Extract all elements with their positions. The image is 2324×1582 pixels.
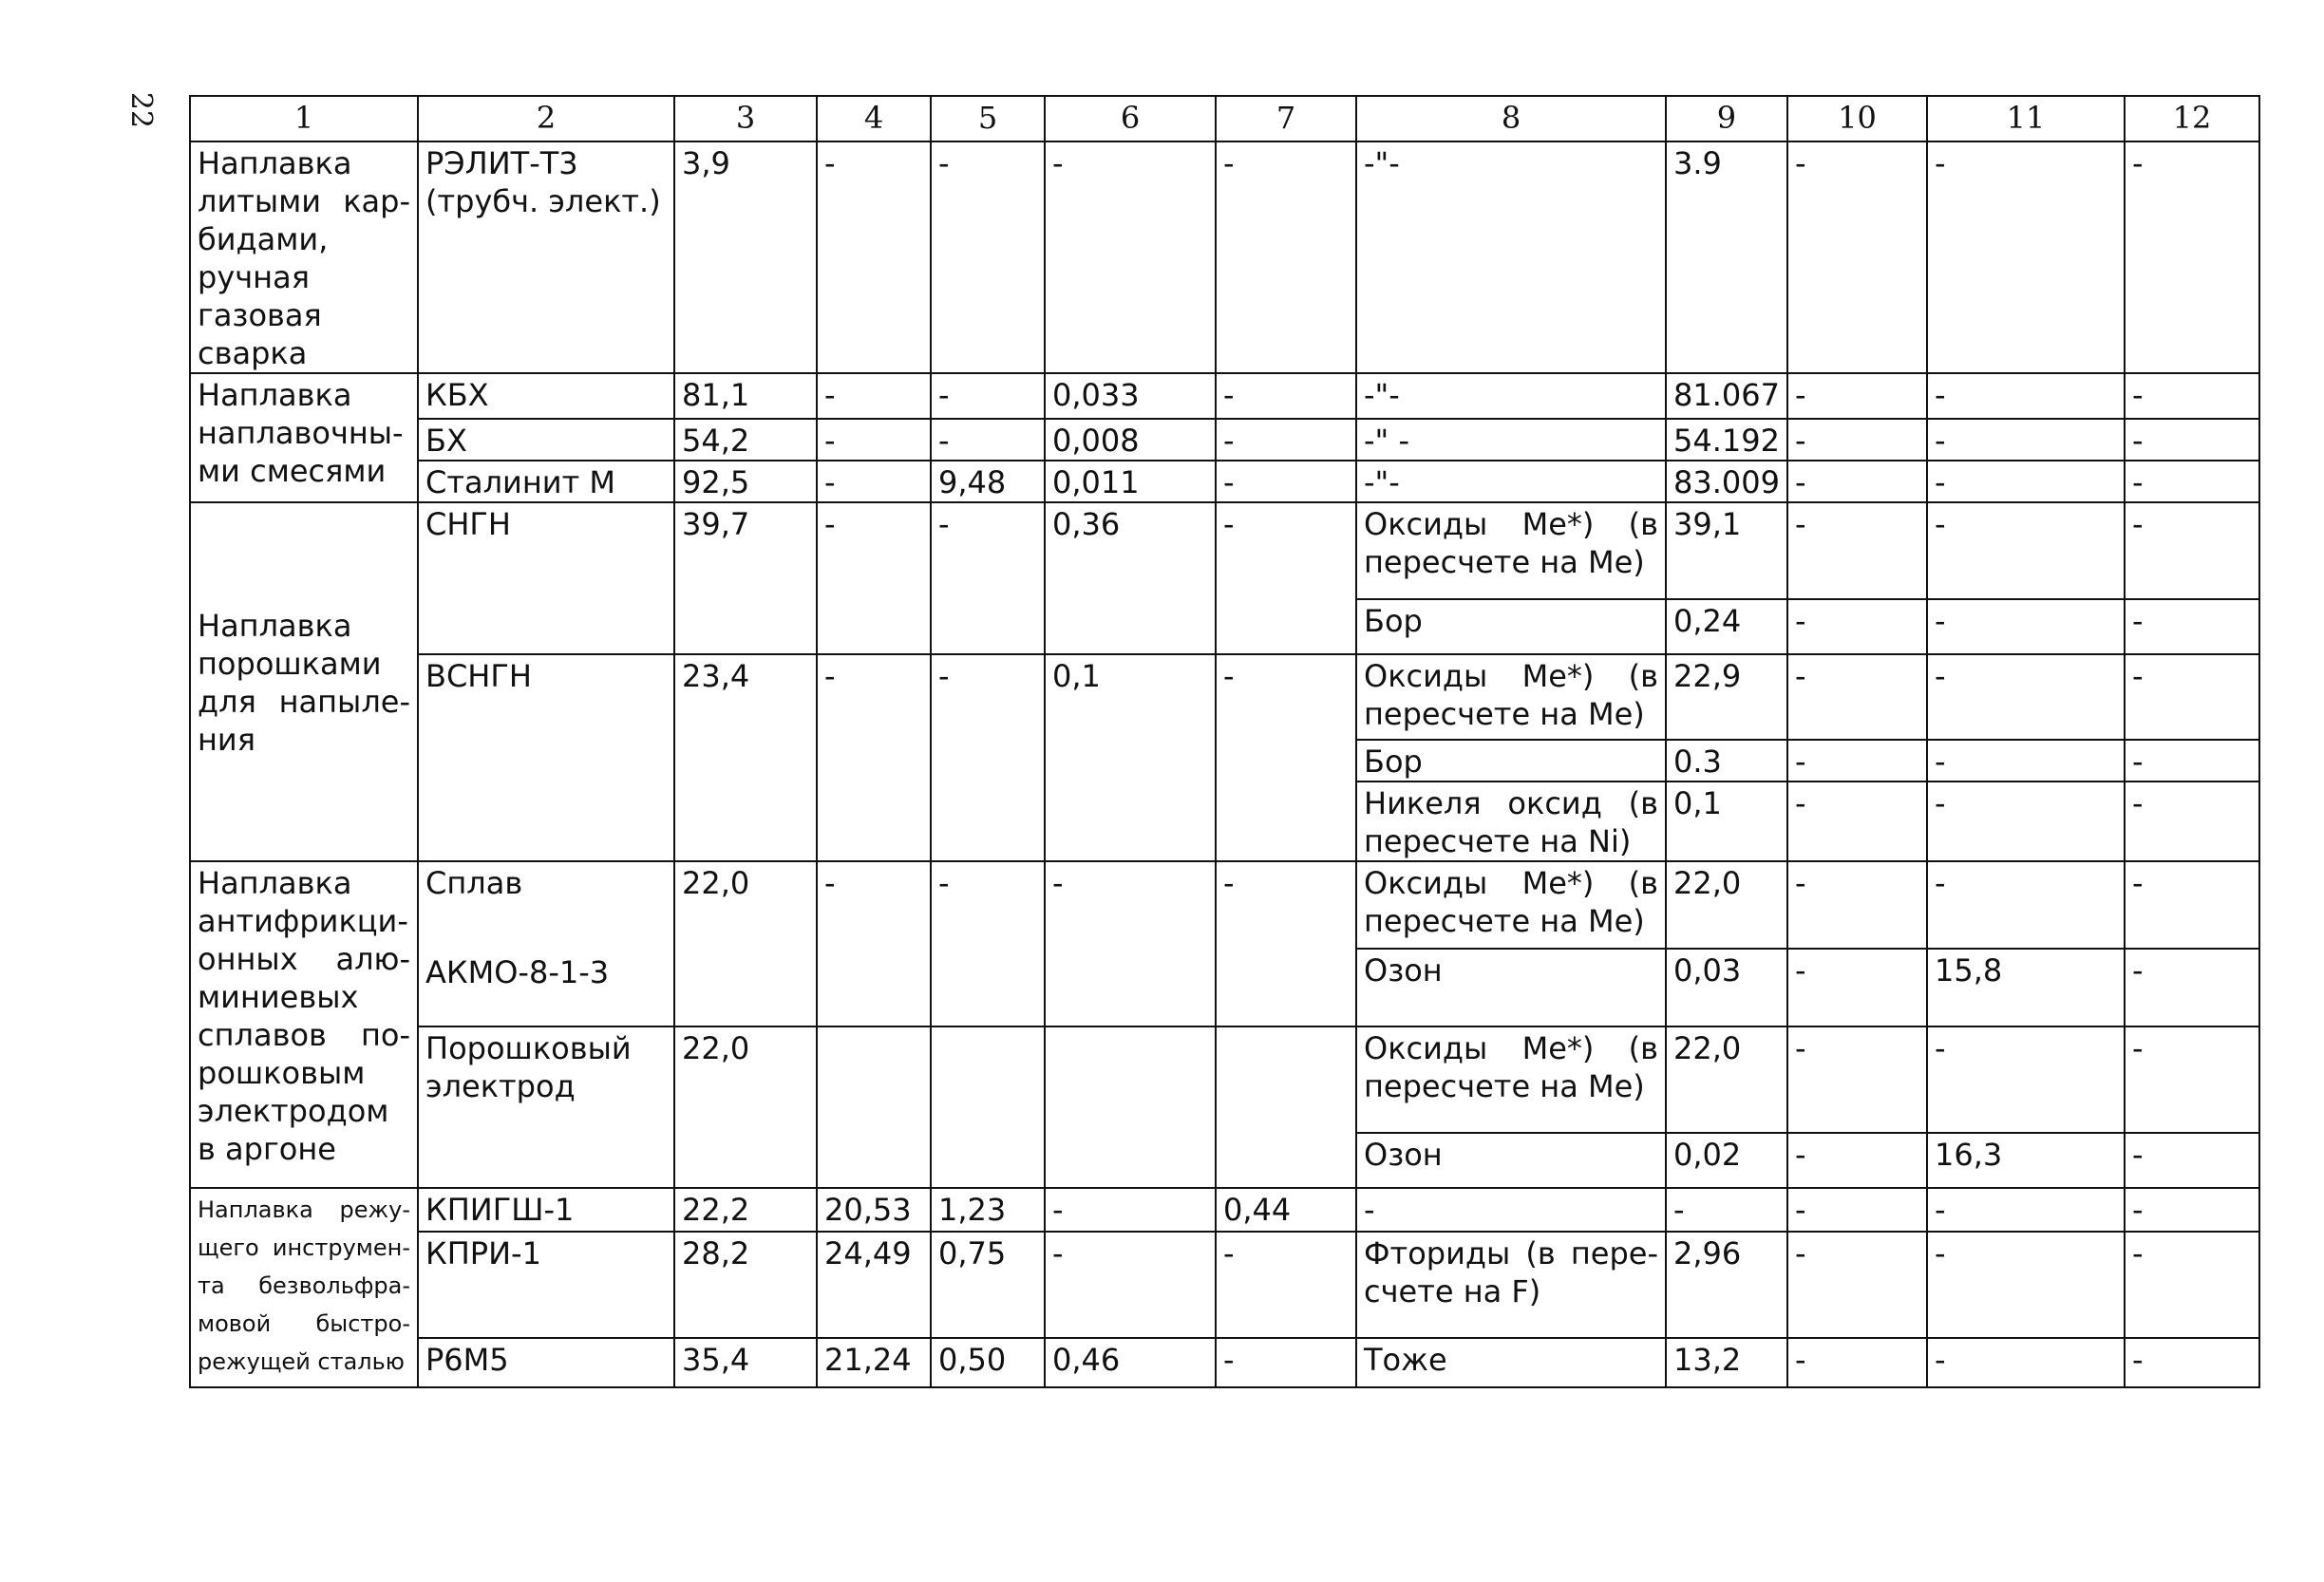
value-cell: 24,49 — [817, 1232, 931, 1338]
substance-cell: Никеля оксид (в пересчете на Ni) — [1356, 782, 1666, 861]
col-header: 11 — [1927, 96, 2125, 141]
value-cell: 0,011 — [1045, 461, 1216, 502]
value-cell: - — [1787, 502, 1927, 599]
material-name: Сплав — [425, 865, 523, 901]
value-cell: - — [1787, 141, 1927, 373]
value-cell: - — [1216, 1338, 1356, 1387]
substance-cell: -"- — [1356, 373, 1666, 419]
value-cell: - — [1787, 1188, 1927, 1232]
value-cell: - — [1787, 740, 1927, 782]
value-cell: - — [1216, 373, 1356, 419]
value-cell: - — [2125, 141, 2259, 373]
page-number: 22 — [124, 91, 158, 129]
value-cell: - — [1927, 461, 2125, 502]
value-cell: 54.192 — [1666, 419, 1787, 461]
value-cell: - — [1787, 1026, 1927, 1133]
table-row — [190, 419, 2259, 461]
value-cell: - — [1045, 1188, 1216, 1232]
col-header: 1 — [190, 96, 418, 141]
process-cell: Наплавка антифрикци-онных алю-миниевых сплавов по-рошковым электродом в аргоне — [190, 861, 418, 1188]
value-cell: - — [2125, 1232, 2259, 1338]
value-cell: 3,9 — [674, 141, 817, 373]
value-cell: - — [817, 419, 931, 461]
value-cell: 0,033 — [1045, 373, 1216, 419]
value-cell: - — [2125, 1026, 2259, 1133]
value-cell: - — [2125, 861, 2259, 949]
value-cell: - — [817, 373, 931, 419]
substance-cell: -" - — [1356, 419, 1666, 461]
col-header: 7 — [1216, 96, 1356, 141]
emissions-table — [189, 95, 2260, 1388]
value-cell: 22,0 — [1666, 861, 1787, 949]
value-cell: 0,50 — [931, 1338, 1045, 1387]
table-row — [190, 373, 2259, 419]
value-cell: - — [1927, 373, 2125, 419]
value-cell: - — [1216, 419, 1356, 461]
value-cell: - — [931, 373, 1045, 419]
value-cell: 22,2 — [674, 1188, 817, 1232]
material-cell: Порошковый электрод — [418, 1026, 674, 1188]
value-cell: - — [1927, 782, 2125, 861]
table-row — [190, 1188, 2259, 1232]
value-cell: 0,03 — [1666, 949, 1787, 1026]
value-cell: - — [2125, 1133, 2259, 1188]
value-cell: - — [817, 502, 931, 654]
value-cell: - — [1045, 861, 1216, 1026]
value-cell — [817, 1026, 931, 1188]
table-row — [190, 654, 2259, 740]
value-cell: - — [2125, 782, 2259, 861]
value-cell: 23,4 — [674, 654, 817, 861]
table-row — [190, 1338, 2259, 1387]
value-cell: 0,44 — [1216, 1188, 1356, 1232]
value-cell: 16,3 — [1927, 1133, 2125, 1188]
col-header: 9 — [1666, 96, 1787, 141]
substance-cell: Оксиды Ме*) (в пересчете на Ме) — [1356, 502, 1666, 599]
substance-cell: Фториды (в пере-счете на F) — [1356, 1232, 1666, 1338]
material-cell: Р6М5 — [418, 1338, 674, 1387]
col-header: 10 — [1787, 96, 1927, 141]
value-cell: 15,8 — [1927, 949, 2125, 1026]
value-cell: 22,0 — [1666, 1026, 1787, 1133]
value-cell: - — [1787, 419, 1927, 461]
material-cell — [418, 861, 674, 1026]
value-cell: - — [1216, 654, 1356, 861]
value-cell: - — [1216, 141, 1356, 373]
value-cell: 0,46 — [1045, 1338, 1216, 1387]
material-cell: КБХ — [418, 373, 674, 419]
value-cell: - — [1927, 599, 2125, 654]
value-cell: 22,9 — [1666, 654, 1787, 740]
table-row — [190, 461, 2259, 502]
value-cell: 83.009 — [1666, 461, 1787, 502]
value-cell: - — [931, 502, 1045, 654]
material-cell: ВСНГН — [418, 654, 674, 861]
value-cell: - — [1787, 1133, 1927, 1188]
value-cell: 0,1 — [1666, 782, 1787, 861]
value-cell: 81,1 — [674, 373, 817, 419]
process-cell: Наплавка наплавочны-ми смесями — [190, 373, 418, 502]
value-cell: 28,2 — [674, 1232, 817, 1338]
value-cell: - — [2125, 599, 2259, 654]
value-cell: 0,02 — [1666, 1133, 1787, 1188]
value-cell: - — [2125, 461, 2259, 502]
substance-cell: Озон — [1356, 949, 1666, 1026]
value-cell: - — [817, 654, 931, 861]
value-cell: - — [1927, 141, 2125, 373]
value-cell: - — [1216, 1232, 1356, 1338]
table-row — [190, 141, 2259, 373]
value-cell: - — [2125, 654, 2259, 740]
value-cell: 13,2 — [1666, 1338, 1787, 1387]
value-cell: 39,1 — [1666, 502, 1787, 599]
value-cell — [931, 1026, 1045, 1188]
value-cell: 0,1 — [1045, 654, 1216, 861]
value-cell: - — [1045, 141, 1216, 373]
value-cell: - — [1787, 1338, 1927, 1387]
value-cell: - — [1927, 502, 2125, 599]
substance-cell: -"- — [1356, 141, 1666, 373]
value-cell: - — [817, 861, 931, 1026]
value-cell: 0.3 — [1666, 740, 1787, 782]
substance-cell: - — [1356, 1188, 1666, 1232]
value-cell: - — [1927, 419, 2125, 461]
substance-cell: Бор — [1356, 599, 1666, 654]
value-cell: - — [1216, 502, 1356, 654]
process-cell: Наплавка литыми кар-бидами, ручная газовая сварка — [190, 141, 418, 373]
value-cell: - — [931, 654, 1045, 861]
value-cell: - — [1216, 861, 1356, 1026]
material-cell: СНГН — [418, 502, 674, 654]
value-cell: - — [2125, 1188, 2259, 1232]
value-cell: 39,7 — [674, 502, 817, 654]
material-cell: КПИГШ-1 — [418, 1188, 674, 1232]
value-cell: 9,48 — [931, 461, 1045, 502]
value-cell: 0,75 — [931, 1232, 1045, 1338]
value-cell: - — [817, 461, 931, 502]
value-cell: - — [1787, 861, 1927, 949]
value-cell: 1,23 — [931, 1188, 1045, 1232]
material-cell: БХ — [418, 419, 674, 461]
value-cell: - — [1787, 461, 1927, 502]
header-row — [190, 96, 2259, 141]
value-cell: 3.9 — [1666, 141, 1787, 373]
substance-cell: Бор — [1356, 740, 1666, 782]
substance-cell: Озон — [1356, 1133, 1666, 1188]
value-cell: - — [1787, 949, 1927, 1026]
value-cell: - — [931, 141, 1045, 373]
col-header: 12 — [2125, 96, 2259, 141]
value-cell: - — [1216, 461, 1356, 502]
value-cell: 0,36 — [1045, 502, 1216, 654]
value-cell: 54,2 — [674, 419, 817, 461]
value-cell: - — [2125, 502, 2259, 599]
value-cell: - — [1787, 373, 1927, 419]
value-cell: - — [1787, 654, 1927, 740]
col-header: 5 — [931, 96, 1045, 141]
value-cell: - — [1787, 782, 1927, 861]
value-cell: - — [1927, 1026, 2125, 1133]
col-header: 4 — [817, 96, 931, 141]
value-cell: 2,96 — [1666, 1232, 1787, 1338]
value-cell: 0,24 — [1666, 599, 1787, 654]
substance-cell: Оксиды Ме*) (в пересчете на Ме) — [1356, 861, 1666, 949]
value-cell: - — [817, 141, 931, 373]
col-header: 2 — [418, 96, 674, 141]
col-header: 8 — [1356, 96, 1666, 141]
value-cell: - — [1927, 1188, 2125, 1232]
value-cell: - — [1045, 1232, 1216, 1338]
material-cell: РЭЛИТ-Т3 (трубч. элект.) — [418, 141, 674, 373]
value-cell: - — [2125, 740, 2259, 782]
value-cell: - — [1787, 1232, 1927, 1338]
material-grade: АКМО-8-1-3 — [425, 954, 610, 990]
value-cell — [1045, 1026, 1216, 1188]
table-row — [190, 502, 2259, 599]
value-cell: - — [1927, 740, 2125, 782]
value-cell: - — [1927, 1232, 2125, 1338]
value-cell: 22,0 — [674, 1026, 817, 1188]
table-row — [190, 1026, 2259, 1133]
value-cell: 21,24 — [817, 1338, 931, 1387]
process-cell: Наплавка режу-щего инструмен-та безвольфра-мовой быстро-режущей сталью — [190, 1188, 418, 1387]
value-cell: 92,5 — [674, 461, 817, 502]
substance-cell: Оксиды Ме*) (в пересчете на Ме) — [1356, 1026, 1666, 1133]
value-cell: - — [2125, 949, 2259, 1026]
substance-cell: -"- — [1356, 461, 1666, 502]
value-cell: - — [2125, 1338, 2259, 1387]
table-row — [190, 861, 2259, 949]
value-cell: 81.067 — [1666, 373, 1787, 419]
value-cell: 22,0 — [674, 861, 817, 1026]
value-cell: - — [931, 419, 1045, 461]
value-cell: - — [1666, 1188, 1787, 1232]
value-cell — [1216, 1026, 1356, 1188]
value-cell: 0,008 — [1045, 419, 1216, 461]
col-header: 3 — [674, 96, 817, 141]
substance-cell: Тоже — [1356, 1338, 1666, 1387]
material-cell: Сталинит М — [418, 461, 674, 502]
value-cell: - — [1927, 1338, 2125, 1387]
process-cell: Наплавка порошками для напыле-ния — [190, 502, 418, 861]
value-cell: - — [1927, 861, 2125, 949]
value-cell: - — [1927, 654, 2125, 740]
value-cell: 20,53 — [817, 1188, 931, 1232]
value-cell: - — [931, 861, 1045, 1026]
value-cell: - — [1787, 599, 1927, 654]
col-header: 6 — [1045, 96, 1216, 141]
value-cell: 35,4 — [674, 1338, 817, 1387]
value-cell: - — [2125, 373, 2259, 419]
value-cell: - — [2125, 419, 2259, 461]
table-row — [190, 1232, 2259, 1338]
material-cell: КПРИ-1 — [418, 1232, 674, 1338]
substance-cell: Оксиды Ме*) (в пересчете на Ме) — [1356, 654, 1666, 740]
